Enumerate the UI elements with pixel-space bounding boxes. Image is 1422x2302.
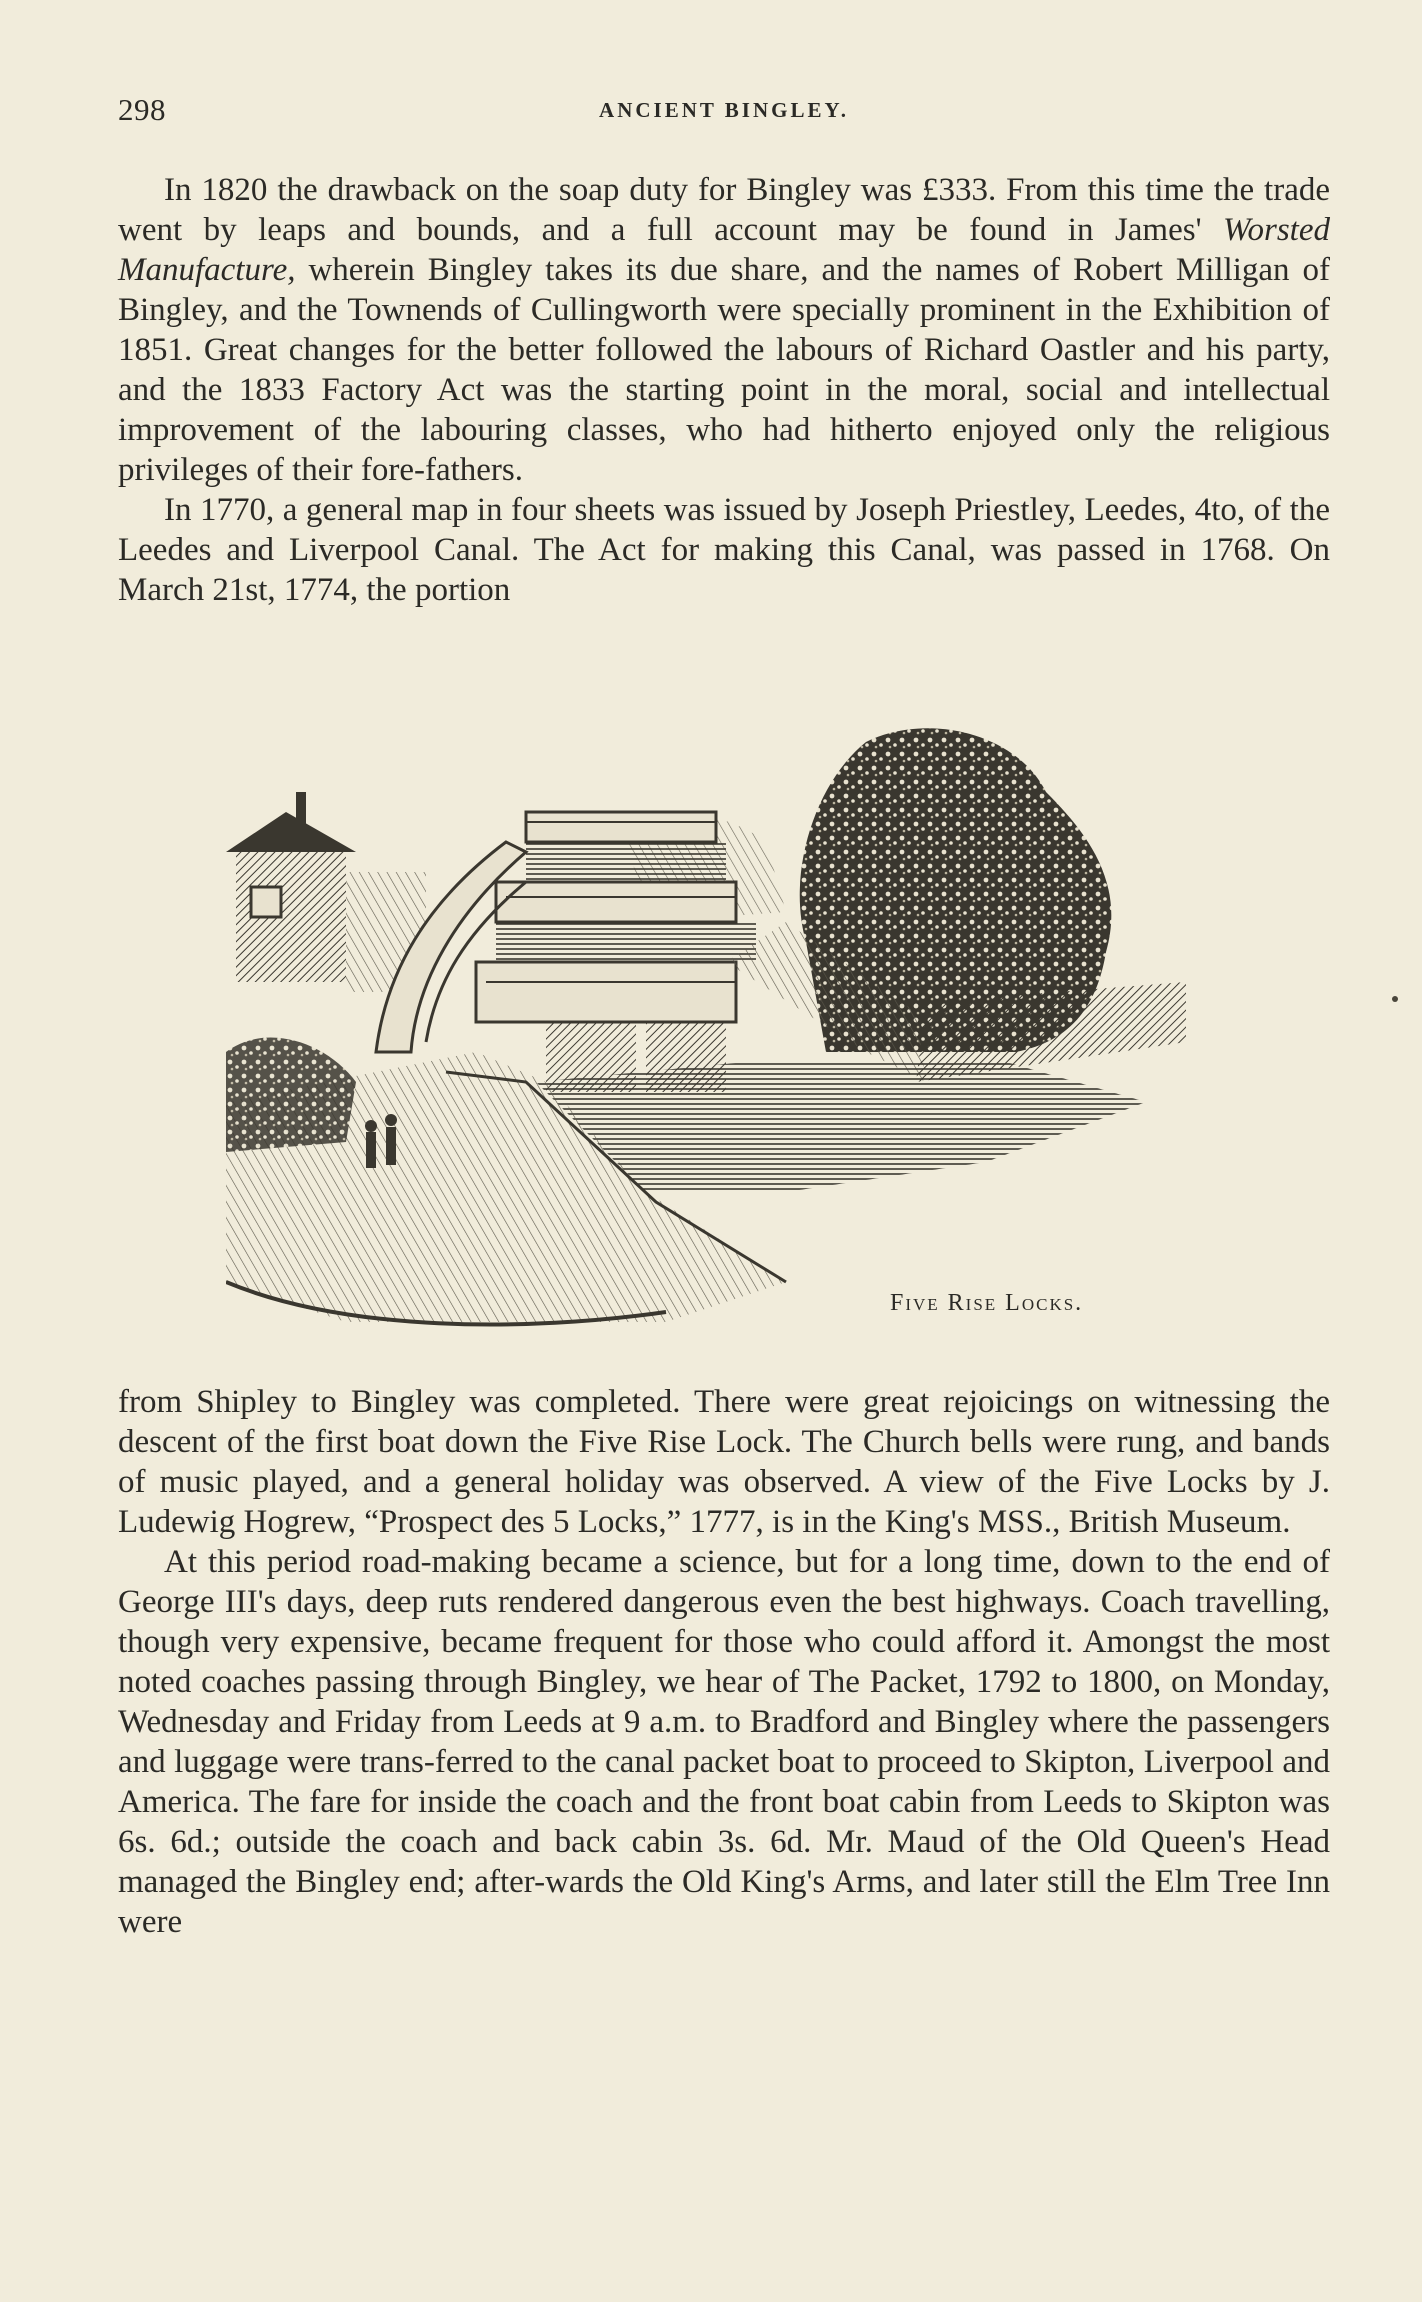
paragraph-road-making: At this period road-making became a science, but for a long time, down to the end of George III's days, deep ruts rendered dangerous even the best highways. Coach travelling, though very expensive, became frequent for those who could afford it. Amongst the most noted coaches passing through Bingley, we hear of The Packet, 1792 to 1800, on Monday, Wednesday and Friday from Leeds at 9 a.m. to Bradford and Bingley where the passengers and luggage were trans-ferred to the canal packet boat to proceed to Skipton, Liverpool and America. The fare for inside the coach and the front boat cabin from Leeds to Skipton was 6s. 6d.; outside the coach and back cabin 3s. 6d. Mr. Maud of the Old Queen's Head managed the Bingley end; after-wards the Old King's Arms, and later still the Elm Tree Inn were [118,1544,1330,1940]
print-speck [1392,996,1398,1002]
paragraph-canal-completion: from Shipley to Bingley was completed. There were great rejoicings on witnessing the descent of the first boat down the Five Rise Lock. The Church bells were rung, and bands of music played, and a general holiday was observed. A view of the Five Locks by J. Ludewig Hogrew, “Prospect des 5 Locks,” 1777, is in the King's MSS., British Museum. [118,1384,1330,1540]
figure-caption: Five Rise Locks. [890,1290,1084,1316]
paragraph-canal-map: In 1770, a general map in four sheets was issued by Joseph Priestley, Leedes, 4to, of the Leedes and Liverpool Canal. The Act for making this Canal, was passed in 1768. On March 21st, 1774, the portion [118,492,1330,608]
engraving-illustration [226,722,1226,1352]
paragraph-text: wherein Bingley takes its due share, and the names of Robert Milligan of Bingley, and the Townends of Cullingworth were specially prominent in the Exhibition of 1851. Great changes for the better followed the labours of Richard Oastler and his party, and the 1833 Factory Act was the starting point in the moral, social and intellectual improvement of the labouring classes, who had hitherto enjoyed only the religious privileges of their fore-fathers. [118,252,1330,488]
book-title: ANCIENT BINGLEY. [599,98,849,122]
text-block-upper [118,170,1330,610]
paragraph-soap-duty [118,170,1330,490]
page-number: 298 [118,92,166,127]
paragraph-text: In 1820 the drawback on the soap duty for Bingley was £333. From this time the trade went by leaps and bounds, and a full account may be found in James' [118,172,1330,248]
running-head [118,92,1330,132]
five-rise-locks-engraving [226,722,1226,1352]
text-block-lower [118,1382,1330,1942]
italic-book-title: Worsted Manufacture, [118,212,1330,288]
